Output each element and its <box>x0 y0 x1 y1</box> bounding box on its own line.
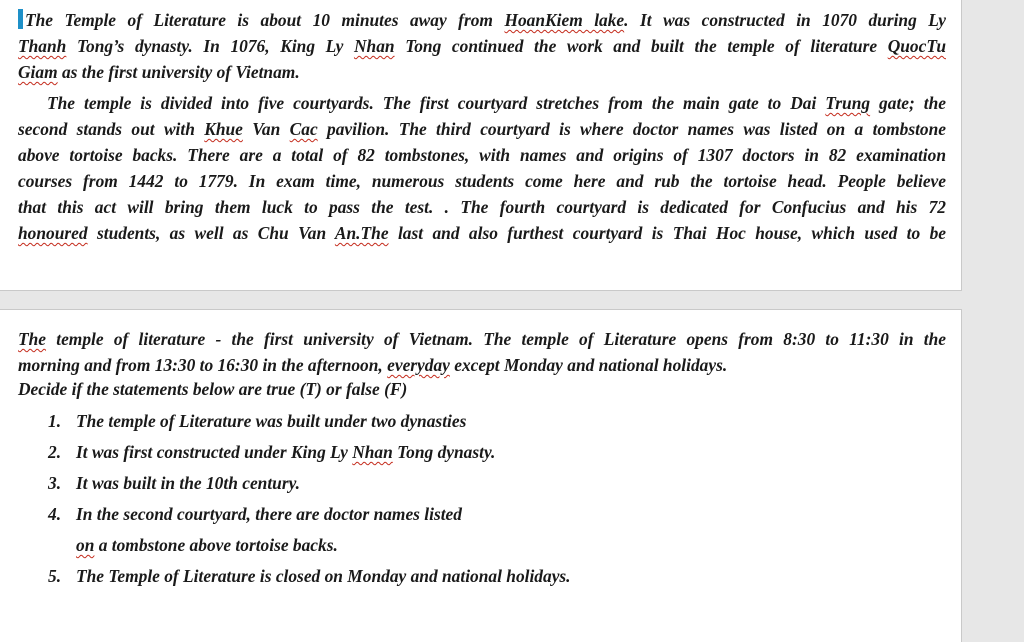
list-item: 3. It was built in the 10th century. <box>48 473 301 493</box>
list-item: 5. The Temple of Literature is closed on Monday and national holidays. <box>48 566 571 586</box>
spelling-error[interactable]: The <box>18 329 47 349</box>
spelling-error[interactable]: Nhan <box>352 442 393 462</box>
statement-list <box>48 406 571 592</box>
paragraph-line: above tortoise backs. There are a total of 82 tombstones, with names and origins of 1307 doctors in 82 examination <box>18 145 946 165</box>
paragraph-1 <box>18 7 946 85</box>
spelling-error[interactable]: on <box>76 535 95 555</box>
paragraph-line: that this act will bring them luck to pass the test. . The fourth courtyard is dedicated for Confucius and his 72 <box>18 197 946 217</box>
paragraph-line: courses from 1442 to 1779. In exam time, numerous students come here and rub the tortoise head. People believe <box>18 171 946 191</box>
paragraph-line: The temple of literature - the first university of Vietnam. The temple of Literature opens from 8:30 to 11:30 in the <box>18 329 946 349</box>
spelling-error[interactable]: honoured <box>18 223 88 243</box>
spelling-error[interactable]: Nhan <box>353 36 395 56</box>
paragraph-3 <box>18 326 946 378</box>
instruction-text: Decide if the statements below are true (T) or false (F) <box>18 379 408 399</box>
paragraph-line: The Temple of Literature is about 10 minutes away from HoanKiem lake. It was constructed in 1070 during Ly <box>18 7 946 33</box>
spelling-error[interactable]: Khue <box>204 119 243 139</box>
spelling-error[interactable]: Giam <box>18 62 58 82</box>
list-item: 4. In the second courtyard, there are doctor names listed <box>48 504 462 524</box>
paragraph-line: Giam as the first university of Vietnam. <box>18 62 300 82</box>
spelling-error[interactable]: HoanKiem lake <box>504 10 625 30</box>
text-cursor <box>18 9 23 29</box>
paragraph-line: second stands out with Khue Van Cac pavilion. The third courtyard is where doctor names was listed on a tombstone <box>18 119 947 139</box>
paragraph-2 <box>18 90 946 246</box>
spelling-error[interactable]: Thanh <box>18 36 67 56</box>
spelling-error[interactable]: everyday <box>387 355 450 375</box>
spelling-error[interactable]: Trung <box>825 93 871 113</box>
list-item-continuation: on a tombstone above tortoise backs. <box>76 535 338 555</box>
spelling-error[interactable]: Cac <box>289 119 318 139</box>
list-item: 1. The temple of Literature was built under two dynasties <box>48 411 467 431</box>
spelling-error[interactable]: QuocTu <box>887 36 946 56</box>
list-item: 2. It was first constructed under King Ly Nhan Tong dynasty. <box>48 442 496 462</box>
document-page-2 <box>0 309 962 642</box>
paragraph-line: honoured students, as well as Chu Van An.The last and also furthest courtyard is Thai Hoc house, which used to be <box>18 223 946 243</box>
paragraph-line: The temple is divided into five courtyards. The first courtyard stretches from the main gate to Dai Trung gate; the <box>47 93 947 113</box>
spelling-error[interactable]: An.The <box>334 223 389 243</box>
paragraph-line: morning and from 13:30 to 16:30 in the afternoon, everyday except Monday and national holidays. <box>18 355 728 375</box>
paragraph-line: Thanh Tong’s dynasty. In 1076, King Ly Nhan Tong continued the work and built the temple of literature QuocTu <box>18 36 946 56</box>
document-page-1 <box>0 0 962 291</box>
